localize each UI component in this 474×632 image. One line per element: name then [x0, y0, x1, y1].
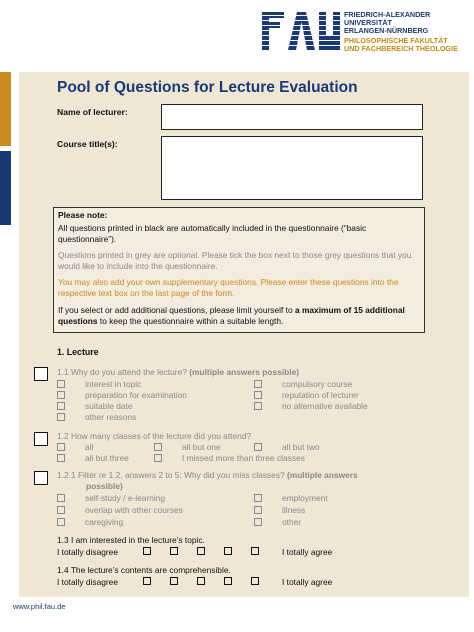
sidebar-stripe-orange [0, 72, 11, 146]
scale-checkbox[interactable] [170, 547, 178, 555]
scale-checkbox[interactable] [197, 547, 205, 555]
university-name: FRIEDRICH-ALEXANDER UNIVERSITÄT ERLANGEN-NÜRNBERG PHILOSOPHISCHE FAKULTÄT UND FACHBEREICH THEOLOGIE [344, 11, 472, 53]
select-question-1-2-1-checkbox[interactable] [34, 471, 48, 485]
question-1-4: 1.4 The lecture’s contents are comprehensible. [57, 565, 231, 575]
lecturer-label: Name of lecturer: [57, 107, 128, 117]
scale-checkbox[interactable] [224, 547, 232, 555]
course-title-field[interactable] [161, 136, 423, 200]
please-note-box [53, 207, 425, 333]
option-item[interactable]: I missed more than three classes [154, 453, 305, 463]
sidebar-stripe-blue [0, 151, 11, 225]
scale-checkbox[interactable] [197, 577, 205, 585]
note-grey-questions: Questions printed in grey are optional. Please tick the box next to those grey questions that you would like to include into the questionnaire. [58, 250, 412, 271]
question-1-2-1: 1.2.1 Filter re 1.2, answers 2 to 5: Why did you miss classes? (multiple answers [57, 470, 358, 480]
option-item[interactable]: all but three [57, 453, 129, 463]
option-item[interactable]: no alternative available [254, 401, 368, 411]
option-item[interactable]: self-study / e-learning [57, 493, 165, 503]
option-item[interactable]: compulsory course [254, 379, 352, 389]
option-item[interactable]: other [254, 517, 301, 527]
question-1-3: 1.3 I am interested in the lecture’s topic. [57, 535, 205, 545]
question-1-1: 1.1 Why do you attend the lecture? (multiple answers possible) [57, 367, 300, 377]
course-label: Course title(s): [57, 139, 118, 149]
select-question-1-1-checkbox[interactable] [34, 367, 48, 381]
scale-checkbox[interactable] [170, 577, 178, 585]
footer-url[interactable]: www.phil.fau.de [13, 602, 66, 611]
note-heading: Please note: [58, 210, 108, 220]
note-limit: If you select or add additional questions, please limit yourself to a maximum of 15 additional questions to keep the questionnaire within a suitable length. [58, 305, 405, 326]
scale-checkbox[interactable] [251, 577, 259, 585]
scale-checkbox[interactable] [143, 547, 151, 555]
question-1-2: 1.2 How many classes of the lecture did you attend? [57, 431, 252, 441]
scale-checkbox[interactable] [143, 577, 151, 585]
note-black-questions: All questions printed in black are automatically included in the questionnaire (“basic questionnaire”). [58, 223, 367, 244]
section-heading: 1. Lecture [57, 347, 99, 357]
option-item[interactable]: other reasons [57, 412, 136, 422]
option-item[interactable]: suitable date [57, 401, 133, 411]
option-item[interactable]: all [57, 442, 93, 452]
option-item[interactable]: employment [254, 493, 328, 503]
option-item[interactable]: interest in topic [57, 379, 141, 389]
select-question-1-2-checkbox[interactable] [34, 432, 48, 446]
faculty-name: PHILOSOPHISCHE FAKULTÄT UND FACHBEREICH THEOLOGIE [344, 35, 458, 53]
option-item[interactable]: all but one [154, 442, 221, 452]
page-title: Pool of Questions for Lecture Evaluation [57, 79, 358, 96]
option-item[interactable]: all but two [254, 442, 320, 452]
fau-logo [262, 12, 340, 50]
scale-low-label: I totally disagree [57, 547, 118, 557]
option-item[interactable]: overlap with other courses [57, 505, 183, 515]
scale-low-label: I totally disagree [57, 577, 118, 587]
scale-high-label: I totally agree [282, 547, 333, 557]
question-1-2-1-hint: possible) [86, 481, 123, 491]
lecturer-name-field[interactable] [161, 104, 423, 130]
scale-checkbox[interactable] [224, 577, 232, 585]
option-item[interactable]: illness [254, 505, 305, 515]
note-supplementary: You may also add your own supplementary questions. Please enter these questions into the respective text box on the last page of the form. [58, 277, 399, 298]
option-item[interactable]: reputation of lecturer [254, 390, 359, 400]
scale-high-label: I totally agree [282, 577, 333, 587]
option-item[interactable]: preparation for examination [57, 390, 187, 400]
scale-checkbox[interactable] [251, 547, 259, 555]
option-item[interactable]: caregiving [57, 517, 123, 527]
